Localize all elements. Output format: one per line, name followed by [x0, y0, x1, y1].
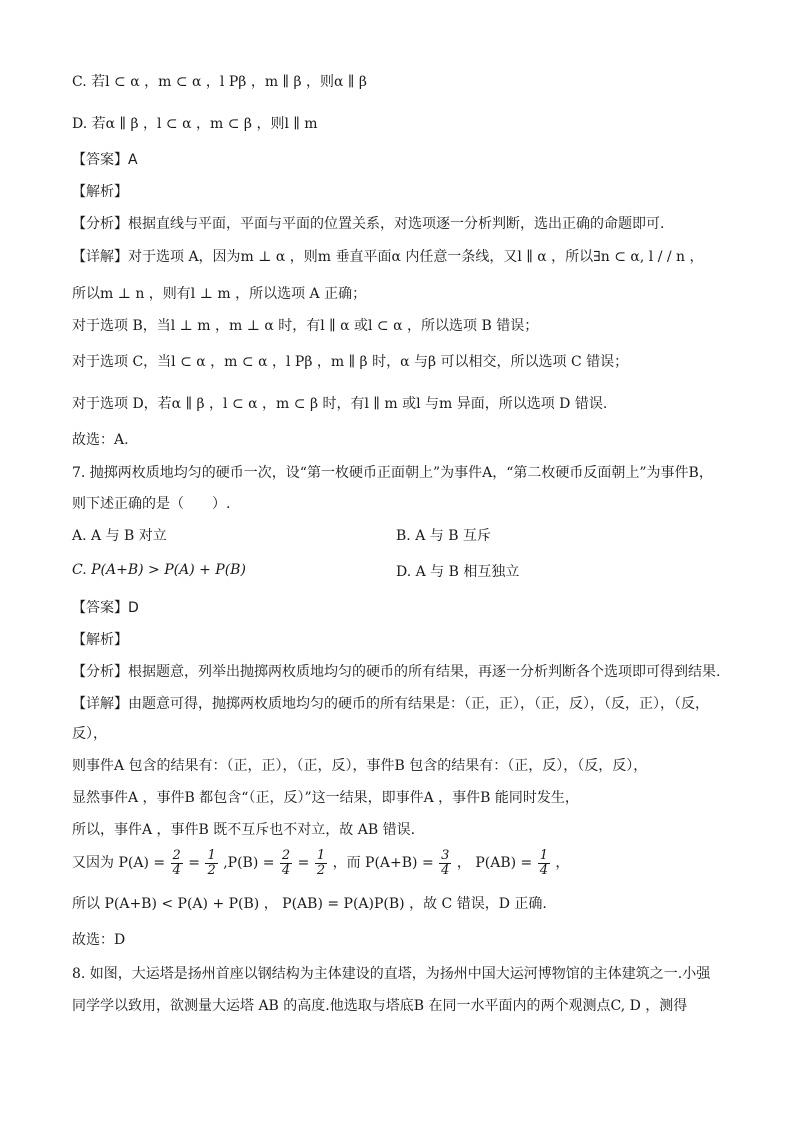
- q7-xiangjie-6: 又因为 P(A) = $\frac{2}{4}$ = $\frac{1}{2}$ ,P(B) = $\frac{2}{4}$ = $\frac{1}{2}$ ，而 P(A+B) = $\frac{3}{4}$ ， P(AB) = $\frac{1}{4}$ ，: [72, 847, 570, 878]
- fraction: $\frac{2}{4}$: [172, 847, 181, 878]
- q7-conclusion: 故选：D: [72, 932, 126, 948]
- q6-xiangjie-2: 所以m ⊥ n ，则有l ⊥ m ，所以选项 A 正确；: [72, 286, 367, 302]
- q7-option-a: A. A 与 B 对立: [72, 528, 167, 544]
- fraction: $\frac{1}{4}$: [539, 847, 548, 878]
- q7-stem-1: 7. 抛掷两枚质地均匀的硬币一次，设“第一枚硬币正面朝上”为事件A，“第二枚硬币反面朝上”为事件B，: [72, 465, 713, 481]
- q7-xiangjie-4: 显然事件A ，事件B 都包含“（正，反）”这一结果，即事件A ，事件B 能同时发生，: [72, 790, 579, 806]
- q7-option-d: D. A 与 B 相互独立: [396, 564, 520, 580]
- q8-stem-1: 8. 如图，大运塔是扬州首座以钢结构为主体建设的直塔，为扬州中国大运河博物馆的主体建筑之一.小强: [72, 966, 711, 982]
- q6-analysis-heading: 【解析】: [72, 184, 128, 200]
- q6-answer: 【答案】A: [72, 152, 138, 168]
- fraction: $\frac{3}{4}$: [441, 847, 450, 878]
- formula-text: 又因为 P(A) =: [72, 855, 170, 871]
- q7-option-b: B. A 与 B 互斥: [396, 528, 491, 544]
- q6-option-d: D. 若α ∥ β ，l ⊂ α ，m ⊂ β ，则l ∥ m: [72, 116, 318, 132]
- q6-option-c: C. 若l ⊂ α ，m ⊂ α ，l Pβ ，m ∥ β ，则α ∥ β: [72, 74, 367, 90]
- q7-answer: 【答案】D: [72, 600, 139, 616]
- q7-xiangjie-3: 则事件A 包含的结果有：（正，正），（正，反），事件B 包含的结果有：（正，反），（反，反），: [72, 758, 648, 774]
- fraction: $\frac{2}{4}$: [281, 847, 291, 878]
- q7-xiangjie-7: 所以 P(A+B) < P(A) + P(B) ， P(AB) = P(A)P(B) ，故 C 错误，D 正确.: [72, 896, 547, 912]
- q8-stem-2: 同学学以致用，欲测量大运塔 AB 的高度.他选取与塔底B 在同一水平面内的两个观测点C, D ，测得: [72, 998, 688, 1014]
- q6-xiangjie-5: 对于选项 D，若α ∥ β ，l ⊂ α ，m ⊂ β 时，有l ∥ m 或l 与m 异面，所以选项 D 错误.: [72, 396, 608, 412]
- q6-xiangjie-4: 对于选项 C，当l ⊂ α ，m ⊂ α ，l Pβ ，m ∥ β 时，α 与β 可以相交，所以选项 C 错误；: [72, 354, 629, 370]
- q7-fenxi: 【分析】根据题意，列举出抛掷两枚质地均匀的硬币的所有结果，再逐一分析判断各个选项即可得到结果.: [72, 664, 721, 680]
- q6-conclusion: 故选：A.: [72, 432, 129, 448]
- q6-xiangjie-3: 对于选项 B，当l ⊥ m ，m ⊥ α 时，有l ∥ α 或l ⊂ α ，所以选项 B 错误；: [72, 318, 539, 334]
- q7-xiangjie-1: 【详解】由题意可得，抛掷两枚质地均匀的硬币的所有结果是：（正，正），（正，反），（反，正），（反，: [72, 696, 709, 712]
- q7-xiangjie-2: 反），: [72, 726, 107, 742]
- q6-xiangjie-1: 【详解】对于选项 A，因为m ⊥ α ，则m 垂直平面α 内任意一条线，又l ∥ α ，所以∃n ⊂ α, l / / n ，: [72, 249, 704, 265]
- q7-xiangjie-5: 所以，事件A ，事件B 既不互斥也不对立，故 AB 错误.: [72, 822, 416, 838]
- fraction: $\frac{1}{2}$: [207, 847, 216, 878]
- q7-stem-2: 则下述正确的是（ ）.: [72, 496, 231, 512]
- q7-option-c: C. P(A+B) > P(A) + P(B): [72, 562, 246, 578]
- q7-analysis-heading: 【解析】: [72, 632, 128, 648]
- fraction: $\frac{1}{2}$: [316, 847, 326, 878]
- q6-fenxi: 【分析】根据直线与平面，平面与平面的位置关系，对选项逐一分析判断，选出正确的命题即可.: [72, 216, 665, 232]
